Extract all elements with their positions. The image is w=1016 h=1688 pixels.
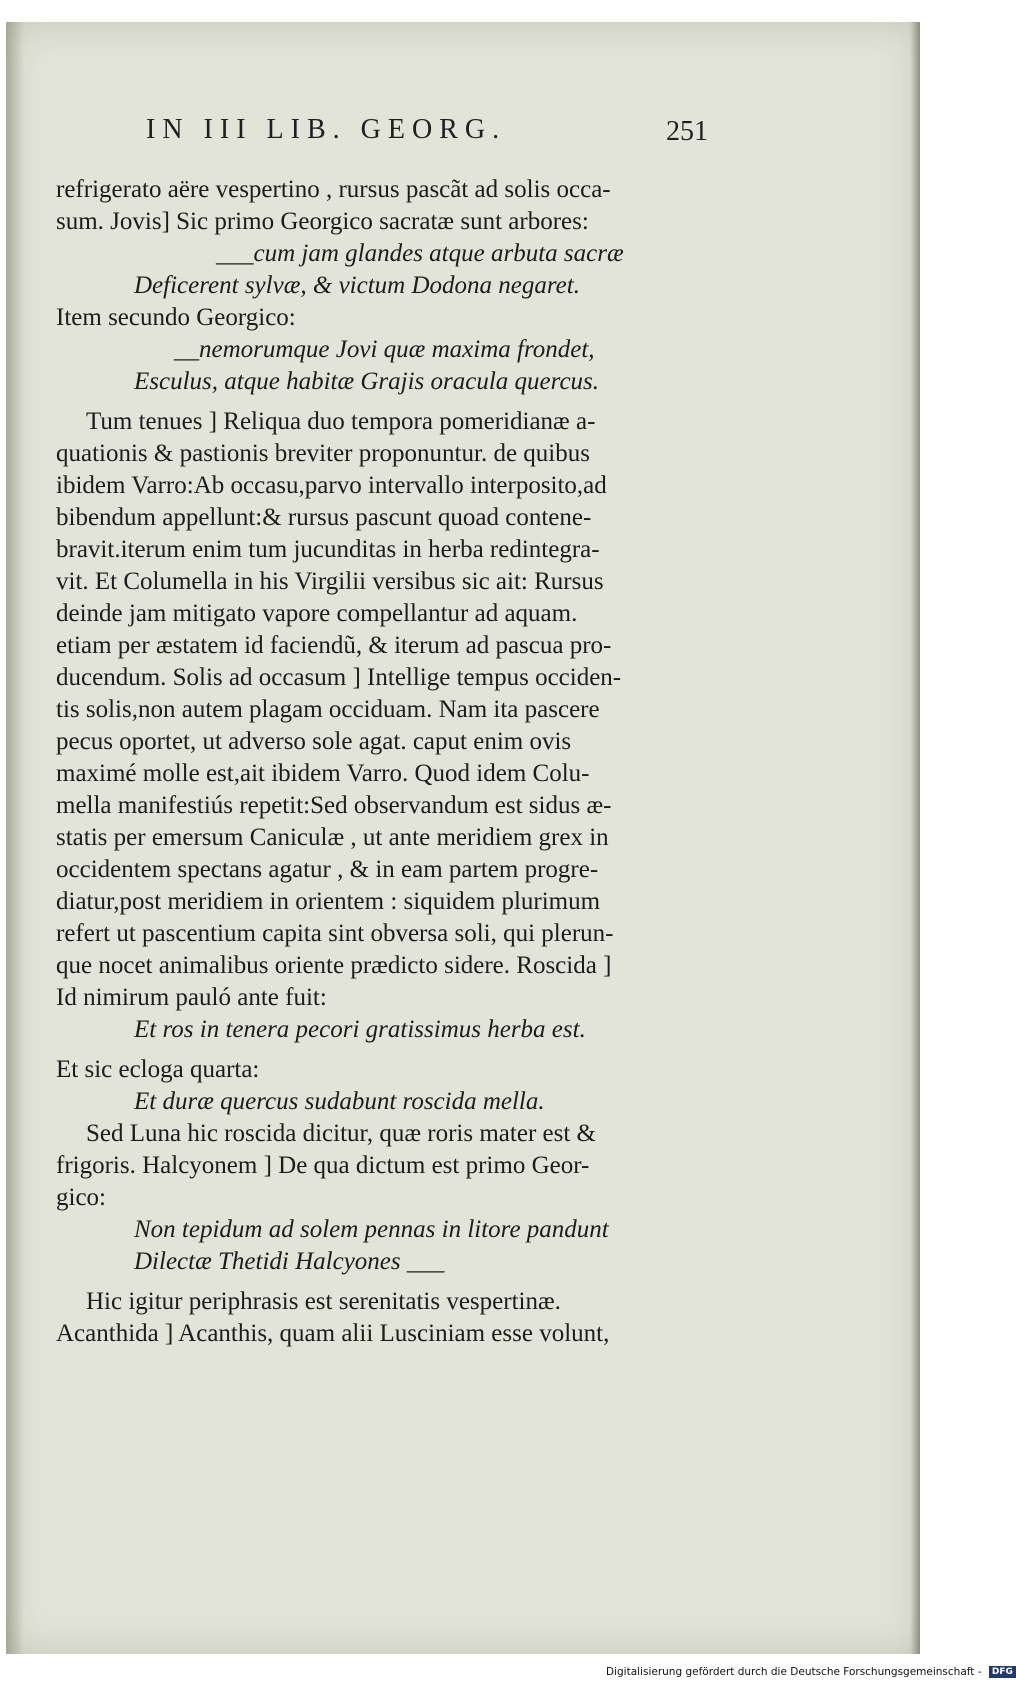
verse-line: Deficerent sylvæ, & victum Dodona negaret.: [134, 272, 580, 299]
running-title: IN III LIB. GEORG.: [146, 114, 507, 145]
paragraph-gap: [56, 1278, 716, 1286]
text-line: Sed Luna hic roscida dicitur, quæ roris mater est &: [86, 1120, 596, 1147]
text-line: Item secundo Georgico:: [56, 304, 296, 331]
text-line: statis per emersum Caniculæ , ut ante meridiem grex in: [56, 824, 609, 851]
page-shadow-right: [910, 22, 920, 1654]
verse-line: __nemorumque Jovi quæ maxima frondet,: [174, 336, 595, 363]
credit-text: Digitalisierung gefördert durch die Deutsche Forschungsgemeinschaft -: [606, 1666, 982, 1678]
text-line: ibidem Varro:Ab occasu,parvo intervallo interposito,ad: [56, 472, 607, 499]
text-line: tis solis,non autem plagam occiduam. Nam ita pascere: [56, 696, 600, 723]
text-line: Et sic ecloga quarta:: [56, 1056, 260, 1083]
text-line: etiam per æstatem id faciendũ, & iterum ad pascua pro-: [56, 632, 612, 659]
text-line: ducendum. Solis ad occasum ] Intellige tempus occiden-: [56, 664, 622, 691]
text-line: Acanthida ] Acanthis, quam alii Lusciniam esse volunt,: [56, 1320, 610, 1347]
text-line: gico:: [56, 1184, 106, 1211]
text-line: bibendum appellunt:& rursus pascunt quoad contene-: [56, 504, 592, 531]
text-line: vit. Et Columella in his Virgilii versibus sic ait: Rursus: [56, 568, 604, 595]
page-shadow-left: [6, 22, 24, 1654]
verse-line: Non tepidum ad solem pennas in litore pandunt: [134, 1216, 609, 1243]
text-line: sum. Jovis] Sic primo Georgico sacratæ sunt arbores:: [56, 208, 589, 235]
text-line: deinde jam mitigato vapore compellantur ad aquam.: [56, 600, 578, 627]
text-line: refrigerato aëre vespertino , rursus pascãt ad solis occa-: [56, 176, 611, 203]
body-text: [56, 174, 716, 1350]
verse-line: ___cum jam glandes atque arbuta sacræ: [216, 240, 624, 267]
text-line: mella manifestiús repetit:Sed observandum est sidus æ-: [56, 792, 612, 819]
dfg-logo-icon: DFG: [989, 1666, 1016, 1678]
digitization-credit: [606, 1666, 1016, 1678]
text-line: frigoris. Halcyonem ] De qua dictum est primo Geor-: [56, 1152, 590, 1179]
verse-line: Et duræ quercus sudabunt roscida mella.: [134, 1088, 545, 1115]
paragraph-gap: [56, 398, 716, 406]
scanned-page: [6, 22, 920, 1654]
text-line: quationis & pastionis breviter proponuntur. de quibus: [56, 440, 590, 467]
text-line: refert ut pascentium capita sint obversa soli, qui plerun-: [56, 920, 614, 947]
text-line: diatur,post meridiem in orientem : siquidem plurimum: [56, 888, 601, 915]
verse-line: Et ros in tenera pecori gratissimus herba est.: [134, 1016, 586, 1043]
text-line: pecus oportet, ut adverso sole agat. caput enim ovis: [56, 728, 572, 755]
paragraph-gap: [56, 1046, 716, 1054]
text-line: Tum tenues ] Reliqua duo tempora pomeridianæ a-: [86, 408, 596, 435]
verse-line: Esculus, atque habitæ Grajis oracula quercus.: [134, 368, 600, 395]
text-line: que nocet animalibus oriente prædicto sidere. Roscida ]: [56, 952, 612, 979]
verse-line: Dilectæ Thetidi Halcyones ___: [134, 1248, 445, 1275]
text-line: Hic igitur periphrasis est serenitatis vespertinæ.: [86, 1288, 561, 1315]
text-line: maximé molle est,ait ibidem Varro. Quod idem Colu-: [56, 760, 590, 787]
page-number: 251: [666, 116, 708, 147]
text-line: Id nimirum pauló ante fuit:: [56, 984, 327, 1011]
text-line: occidentem spectans agatur , & in eam partem progre-: [56, 856, 599, 883]
text-line: bravit.iterum enim tum jucunditas in herba redintegra-: [56, 536, 600, 563]
